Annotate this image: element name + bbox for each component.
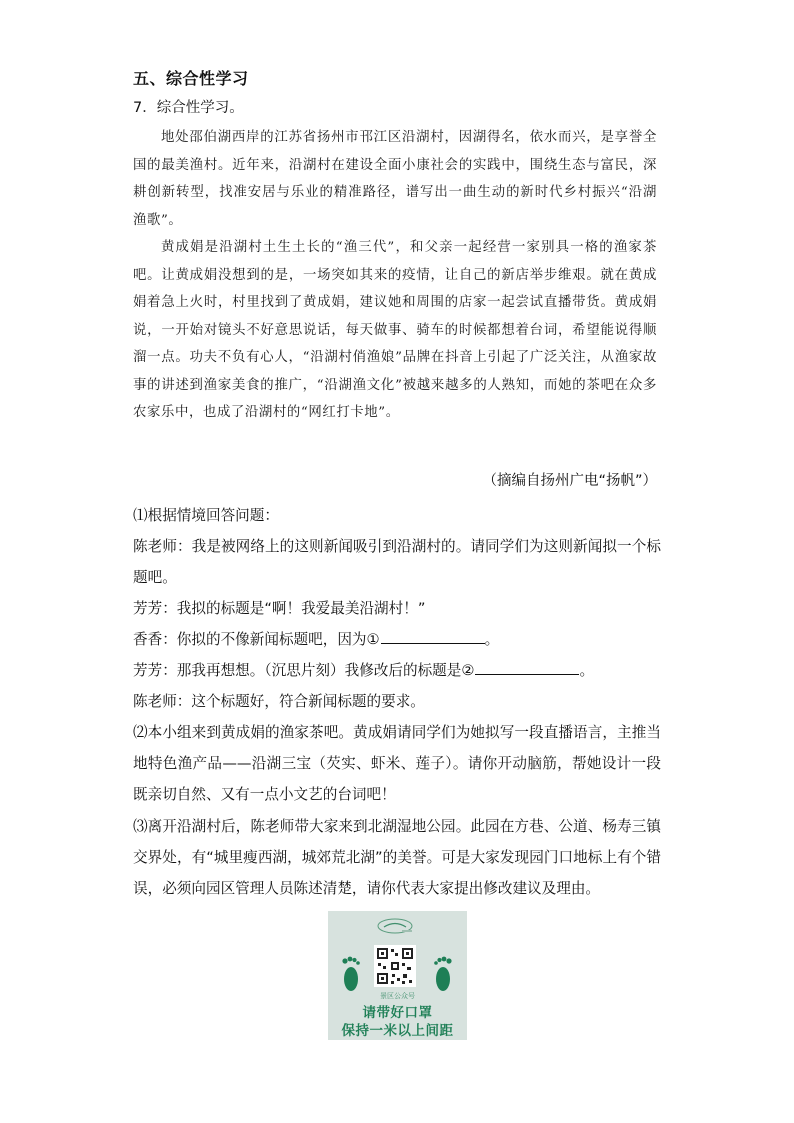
xiangxiang-line [133,624,661,655]
fangfang-text-2: 芳芳：那我再想想。（沉思片刻）我修改后的标题是 [133,662,462,679]
section-title: 五、综合性学习 [133,69,249,88]
sign-text-mask: 请带好口罩 [362,1005,433,1021]
park-sign-photo [328,911,467,1040]
fangfang-line-1: 芳芳：我拟的标题是“啊！我爱最美沿湖村！” [133,600,426,617]
part2-text: ⑵本小组来到黄成娟的渔家茶吧。黄成娟请同学们为她拟写一段直播语言，主推当地特色渔产品——沿湖三宝（芡实、虾米、莲子）。请你开动脑筋，帮她设计一段既亲切自然、又有一点小文艺的台词吧！ [133,724,661,803]
teacher-line-1: 陈老师：我是被网络上的这则新闻吸引到沿湖村的。请同学们为这则新闻拟一个标题吧。 [133,538,661,586]
part1-block [133,500,661,717]
passage-source: （摘编自扬州广电“扬帆”） [482,473,657,489]
fangfang-end-2: 。 [579,662,595,679]
right-footprint-icon [432,955,454,993]
left-footprint-icon [340,955,362,993]
qr-code [374,945,416,987]
reading-passage [133,124,657,427]
fangfang-line-2 [133,655,661,686]
park-logo-icon [376,917,414,935]
teacher-line-2: 陈老师：这个标题好，符合新闻标题的要求。 [133,693,425,710]
part1-intro: ⑴根据情境回答问题： [133,507,279,524]
question-label: 7．综合性学习。 [133,100,244,116]
blank-number-2: ② [461,662,475,679]
part2-block [133,717,661,810]
xiangxiang-end: 。 [484,631,500,648]
answer-blank-1[interactable] [381,629,485,644]
part3-text: ⑶离开沿湖村后，陈老师带大家来到北湖湿地公园。此园在方巷、公道、杨寿三镇交界处，有“城里瘦西湖，城郊荒北湖”的美誉。可是大家发现园门口地标上有个错误，必须向园区管理人员陈述清楚，请你代表大家提出修改建议及理由。 [133,818,661,897]
answer-blank-2[interactable] [475,660,579,675]
passage-paragraph-2: 黄成娟是沿湖村土生土长的“渔三代”，和父亲一起经营一家别具一格的渔家茶吧。让黄成娟没想到的是，一场突如其来的疫情，让自己的新店举步维艰。就在黄成娟着急上火时，村里找到了黄成娟，建议她和周围的店家一起尝试直播带货。黄成娟说，一开始对镜头不好意思说话，每天做事、骑车的时候都想着台词，希望能说得顺溜一点。功夫不负有心人，“沿湖村俏渔娘”品牌在抖音上引起了广泛关注，从渔家故事的讲述到渔家美食的推广，“沿湖渔文化”被越来越多的人熟知，而她的茶吧在众多农家乐中，也成了沿湖村的“网红打卡地”。 [133,240,657,420]
blank-number-1: ① [366,631,380,648]
sign-text-distance: 保持一米以上间距 [341,1023,454,1039]
xiangxiang-text: 香香：你拟的不像新闻标题吧，因为 [133,631,367,648]
part3-block [133,811,661,904]
passage-paragraph-1: 地处邵伯湖西岸的江苏省扬州市邗江区沿湖村，因湖得名，依水而兴，是享誉全国的最美渔村。近年来，沿湖村在建设全面小康社会的实践中，围绕生态与富民，深耕创新转型，找准安居与乐业的精准路径，谱写出一曲生动的新时代乡村振兴“沿湖渔歌”。 [133,130,657,228]
qr-caption: 景区公众号 [380,992,415,1000]
